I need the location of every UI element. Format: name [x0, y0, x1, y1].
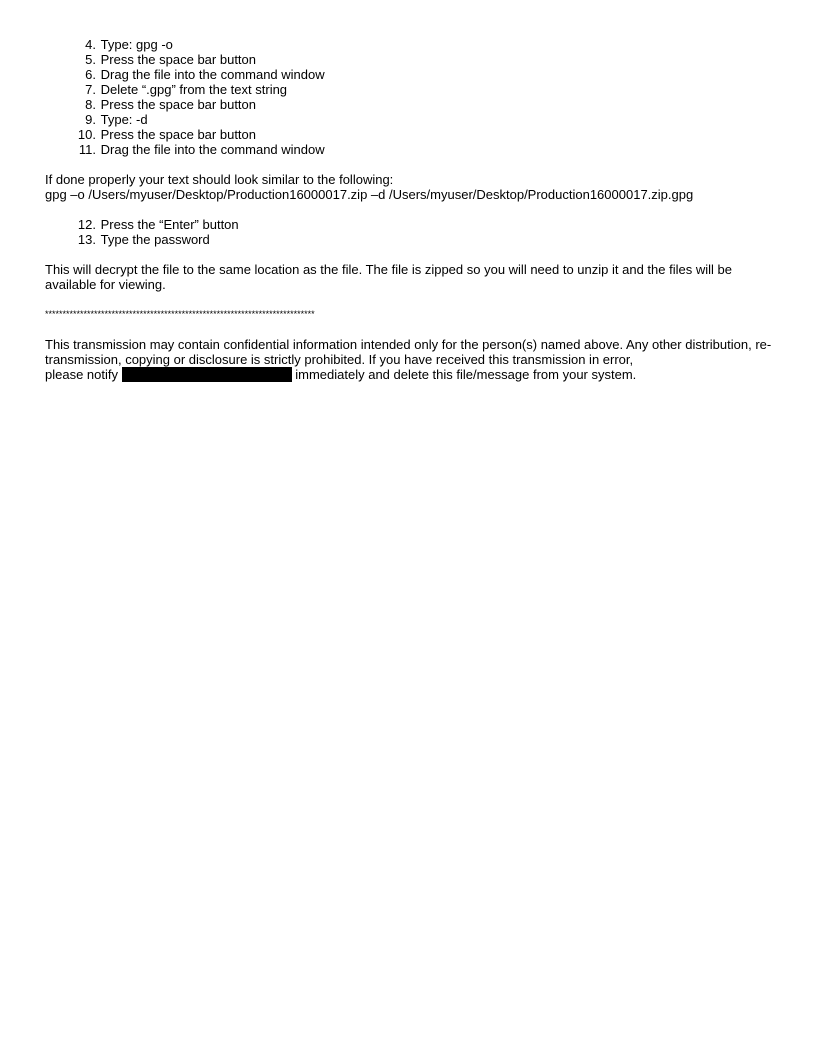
list-item	[45, 217, 775, 232]
step-number: 11.	[78, 142, 96, 157]
step-text: Delete “.gpg” from the text string	[100, 82, 288, 97]
disclaimer-main: This transmission may contain confidential information intended only for the person(s) named above. Any other distribution, re-transmission, copying or disclosure is strictly prohibited. If you have received this transmission in error,	[45, 337, 772, 367]
list-item	[45, 67, 775, 82]
separator-line: *****************************************************************************	[45, 309, 315, 319]
list-item	[45, 232, 775, 247]
disclaimer-notify-suffix: immediately and delete this file/message from your system.	[295, 367, 637, 382]
step-number: 13.	[77, 232, 96, 247]
example-command: gpg –o /Users/myuser/Desktop/Production16000017.zip –d /Users/myuser/Desktop/Production16000017.zip.gpg	[45, 187, 694, 202]
steps-list-b	[45, 217, 775, 247]
list-item	[45, 37, 775, 52]
step-text: Drag the file into the command window	[100, 67, 325, 82]
step-text: Type the password	[100, 232, 210, 247]
step-number: 9.	[85, 112, 96, 127]
list-item	[45, 142, 775, 157]
step-text: Press the space bar button	[100, 127, 256, 142]
disclaimer-notify-prefix: please notify	[45, 367, 118, 382]
step-text: Drag the file into the command window	[100, 142, 325, 157]
list-item	[45, 112, 775, 127]
step-text: Press the space bar button	[100, 52, 256, 67]
step-text: Press the “Enter” button	[100, 217, 239, 232]
document-page	[45, 37, 775, 382]
step-number: 8.	[85, 97, 96, 112]
step-number: 4.	[85, 37, 96, 52]
list-item	[45, 127, 775, 142]
redaction-block	[122, 367, 292, 382]
list-item	[45, 52, 775, 67]
list-item	[45, 97, 775, 112]
step-number: 12.	[77, 217, 96, 232]
step-text: Type: gpg -o	[100, 37, 173, 52]
decrypt-note: This will decrypt the file to the same location as the file. The file is zipped so you will need to unzip it and the files will be available for viewing.	[45, 262, 732, 292]
steps-list-a	[45, 37, 775, 157]
step-text: Type: -d	[100, 112, 148, 127]
example-intro: If done properly your text should look similar to the following:	[45, 172, 394, 187]
disclaimer	[45, 337, 775, 382]
list-item	[45, 82, 775, 97]
step-text: Press the space bar button	[100, 97, 256, 112]
step-number: 7.	[85, 82, 96, 97]
step-number: 5.	[85, 52, 96, 67]
step-number: 10.	[77, 127, 96, 142]
step-number: 6.	[85, 67, 96, 82]
